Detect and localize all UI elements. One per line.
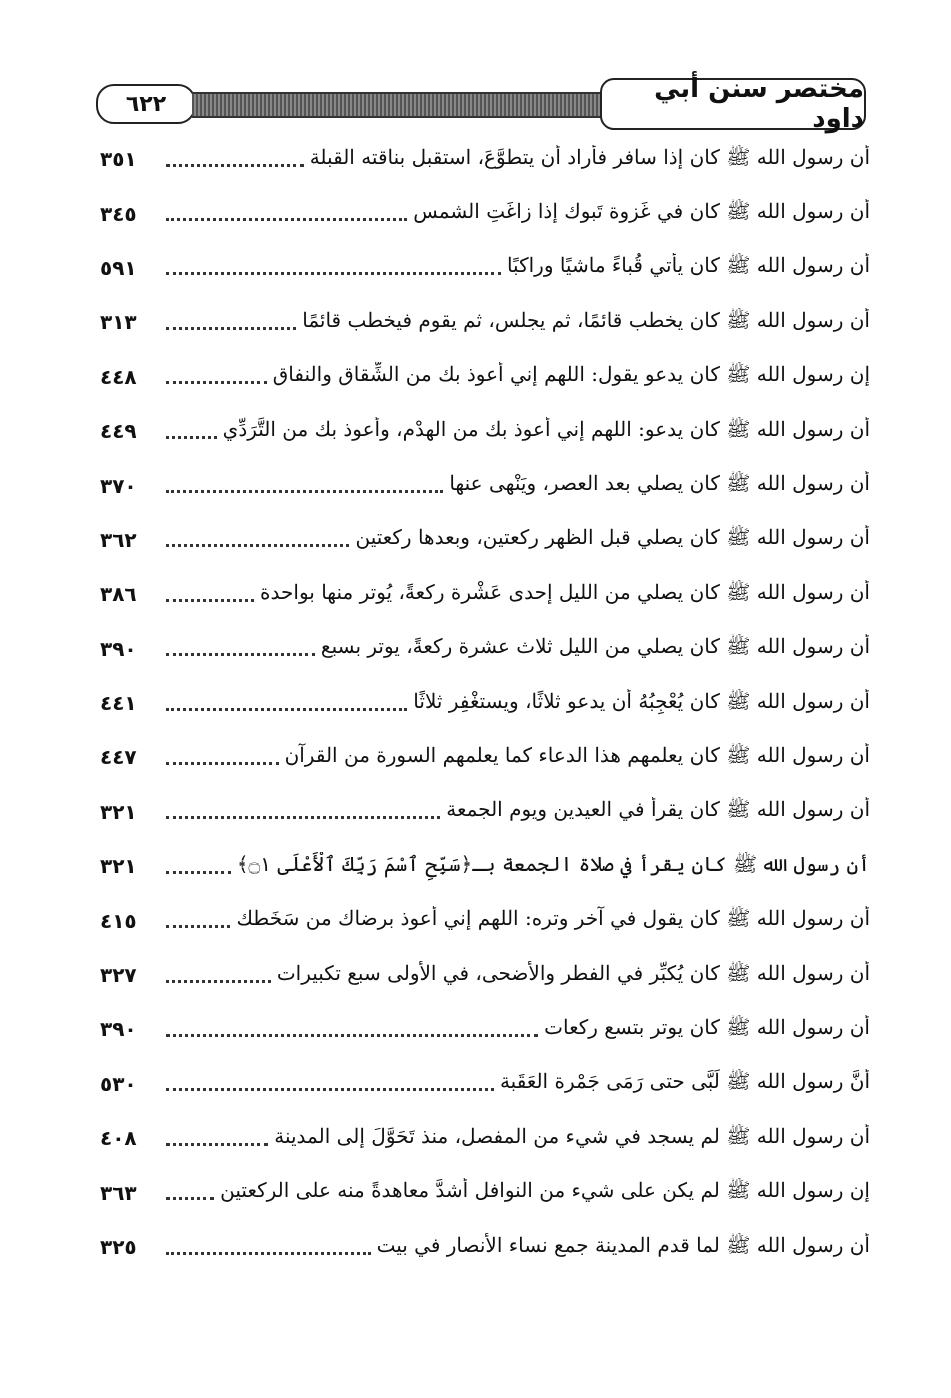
index-entry bbox=[100, 676, 870, 730]
index-entry bbox=[100, 295, 870, 349]
index-entry bbox=[100, 186, 870, 240]
dot-leader bbox=[166, 742, 279, 765]
entry-text: أن رسول الله ﷺ كان يصلي من الليل ثلاث عشرة ركعةً، يوتر بسبع bbox=[320, 634, 870, 659]
index-entry bbox=[100, 567, 870, 621]
index-entry bbox=[100, 241, 870, 295]
entry-page-number: ٣٥١ bbox=[100, 147, 137, 172]
entry-page-number: ٣١٣ bbox=[100, 310, 137, 335]
page-number: ٦٢٢ bbox=[96, 84, 196, 124]
entry-text: أنَّ رسول الله ﷺ لَبَّى حتى رَمَى جَمْرة العَقَبة bbox=[499, 1069, 870, 1094]
dot-leader bbox=[166, 633, 315, 656]
entry-text: إن رسول الله ﷺ لم يكن على شيء من النوافل أشدَّ معاهدةً منه على الركعتين bbox=[220, 1178, 870, 1203]
dot-leader bbox=[166, 579, 254, 602]
entry-page-number: ٣٢٥ bbox=[100, 1235, 137, 1259]
index-entry bbox=[100, 513, 870, 567]
entry-page-number: ٣٧٠ bbox=[100, 473, 137, 498]
entry-page-number: ٣٨٦ bbox=[100, 582, 137, 607]
entry-page-number: ٤٤٨ bbox=[100, 364, 137, 389]
entry-page-number: ٣٤٥ bbox=[100, 201, 137, 226]
entry-text: إن رسول الله ﷺ كان يدعو يقول: اللهم إني أعوذ بك من الشِّقاق والنفاق bbox=[272, 362, 870, 387]
dot-leader bbox=[166, 416, 217, 439]
book-title: مختصر سنن أبي داود bbox=[600, 78, 866, 130]
entry-page-number: ٣٢٧ bbox=[100, 963, 137, 988]
entry-page-number: ٣٦٢ bbox=[100, 527, 137, 552]
entry-text: أن رسول الله ﷺ كان في غَزوة تَبوك إذا زاغَتِ الشمس bbox=[413, 199, 870, 224]
entry-page-number: ٤٠٨ bbox=[100, 1126, 137, 1151]
index-list bbox=[100, 132, 870, 1274]
entry-text: أن رسول الله ﷺ كان يقرأ في صلاة الجمعة بـ﴿سَبِّحِ ٱسْمَ رَبِّكَ ٱلْأَعْلَى ۝١﴾ bbox=[236, 851, 870, 876]
entry-text: أن رسول الله ﷺ كان يخطب قائمًا، ثم يجلس، ثم يقوم فيخطب قائمًا bbox=[302, 307, 870, 332]
dot-leader bbox=[166, 796, 440, 819]
index-entry bbox=[100, 1111, 870, 1165]
entry-page-number: ٣٩٠ bbox=[100, 1017, 137, 1042]
entry-text: أن رسول الله ﷺ كان يُعْجِبُهُ أن يدعو ثلاثًا، ويستغْفِر ثلاثًا bbox=[413, 688, 870, 713]
entry-page-number: ٣٩٠ bbox=[100, 636, 137, 661]
index-entry bbox=[100, 893, 870, 947]
index-entry bbox=[100, 730, 870, 784]
dot-leader bbox=[166, 688, 407, 711]
dot-leader bbox=[166, 361, 267, 384]
dot-leader bbox=[166, 1123, 268, 1146]
dot-leader bbox=[166, 905, 230, 928]
entry-page-number: ٤١٥ bbox=[100, 908, 137, 933]
entry-page-number: ٣٢١ bbox=[100, 799, 137, 824]
dot-leader bbox=[166, 960, 271, 983]
index-entry bbox=[100, 948, 870, 1002]
index-entry bbox=[100, 458, 870, 512]
dot-leader bbox=[166, 1232, 371, 1255]
dot-leader bbox=[166, 307, 296, 330]
entry-page-number: ٣٦٣ bbox=[100, 1180, 137, 1205]
entry-page-number: ٣٢١ bbox=[100, 854, 137, 879]
dot-leader bbox=[166, 851, 231, 874]
decorative-header-bar bbox=[192, 92, 604, 118]
dot-leader bbox=[166, 144, 304, 167]
index-entry bbox=[100, 839, 870, 893]
entry-page-number: ٤٤٩ bbox=[100, 419, 137, 444]
entry-page-number: ٤٤١ bbox=[100, 691, 137, 716]
entry-text: أن رسول الله ﷺ كان يقول في آخر وتره: اللهم إني أعوذ برضاك من سَخَطك bbox=[236, 906, 870, 931]
entry-text: أن رسول الله ﷺ كان يصلي قبل الظهر ركعتين، وبعدها ركعتين bbox=[355, 525, 870, 550]
index-entry bbox=[100, 785, 870, 839]
entry-text: أن رسول الله ﷺ كان يقرأ في العيدين ويوم الجمعة bbox=[446, 797, 870, 822]
entry-page-number: ٥٩١ bbox=[100, 255, 137, 280]
dot-leader bbox=[166, 252, 501, 275]
dot-leader bbox=[166, 1014, 538, 1037]
index-entry bbox=[100, 1220, 870, 1274]
dot-leader bbox=[166, 470, 443, 493]
entry-text: أن رسول الله ﷺ كان يصلي من الليل إحدى عَشْرة ركعةً، يُوتر منها بواحدة bbox=[260, 579, 870, 604]
index-entry bbox=[100, 404, 870, 458]
dot-leader bbox=[166, 198, 407, 221]
dot-leader bbox=[166, 1068, 494, 1091]
entry-text: أن رسول الله ﷺ لما قدم المدينة جمع نساء الأنصار في بيت bbox=[376, 1232, 870, 1257]
page-header bbox=[96, 74, 866, 134]
index-entry bbox=[100, 622, 870, 676]
index-entry bbox=[100, 132, 870, 186]
dot-leader bbox=[166, 1177, 214, 1200]
entry-text: أن رسول الله ﷺ لم يسجد في شيء من المفصل، منذ تَحَوَّلَ إلى المدينة bbox=[274, 1123, 870, 1148]
entry-text: أن رسول الله ﷺ كان إذا سافر فأراد أن يتطوَّعَ، استقبل بناقته القبلة bbox=[309, 144, 870, 169]
entry-page-number: ٤٤٧ bbox=[100, 745, 137, 770]
entry-text: أن رسول الله ﷺ كان يدعو: اللهم إني أعوذ بك من الهدْم، وأعوذ بك من التَّرَدِّي bbox=[222, 416, 870, 441]
index-entry bbox=[100, 1165, 870, 1219]
dot-leader bbox=[166, 524, 349, 547]
entry-text: أن رسول الله ﷺ كان يأتي قُباءً ماشيًا وراكبًا bbox=[506, 253, 870, 278]
index-entry bbox=[100, 1057, 870, 1111]
entry-text: أن رسول الله ﷺ كان يوتر بتسع ركعات bbox=[544, 1014, 870, 1039]
entry-text: أن رسول الله ﷺ كان يعلمهم هذا الدعاء كما يعلمهم السورة من القرآن bbox=[284, 742, 870, 767]
entry-page-number: ٥٣٠ bbox=[100, 1071, 137, 1096]
entry-text: أن رسول الله ﷺ كان يصلي بعد العصر، ويَنْهى عنها bbox=[449, 471, 870, 496]
entry-text: أن رسول الله ﷺ كان يُكبِّر في الفطر والأضحى، في الأولى سبع تكبيرات bbox=[276, 960, 870, 985]
index-entry bbox=[100, 350, 870, 404]
index-entry bbox=[100, 1002, 870, 1056]
